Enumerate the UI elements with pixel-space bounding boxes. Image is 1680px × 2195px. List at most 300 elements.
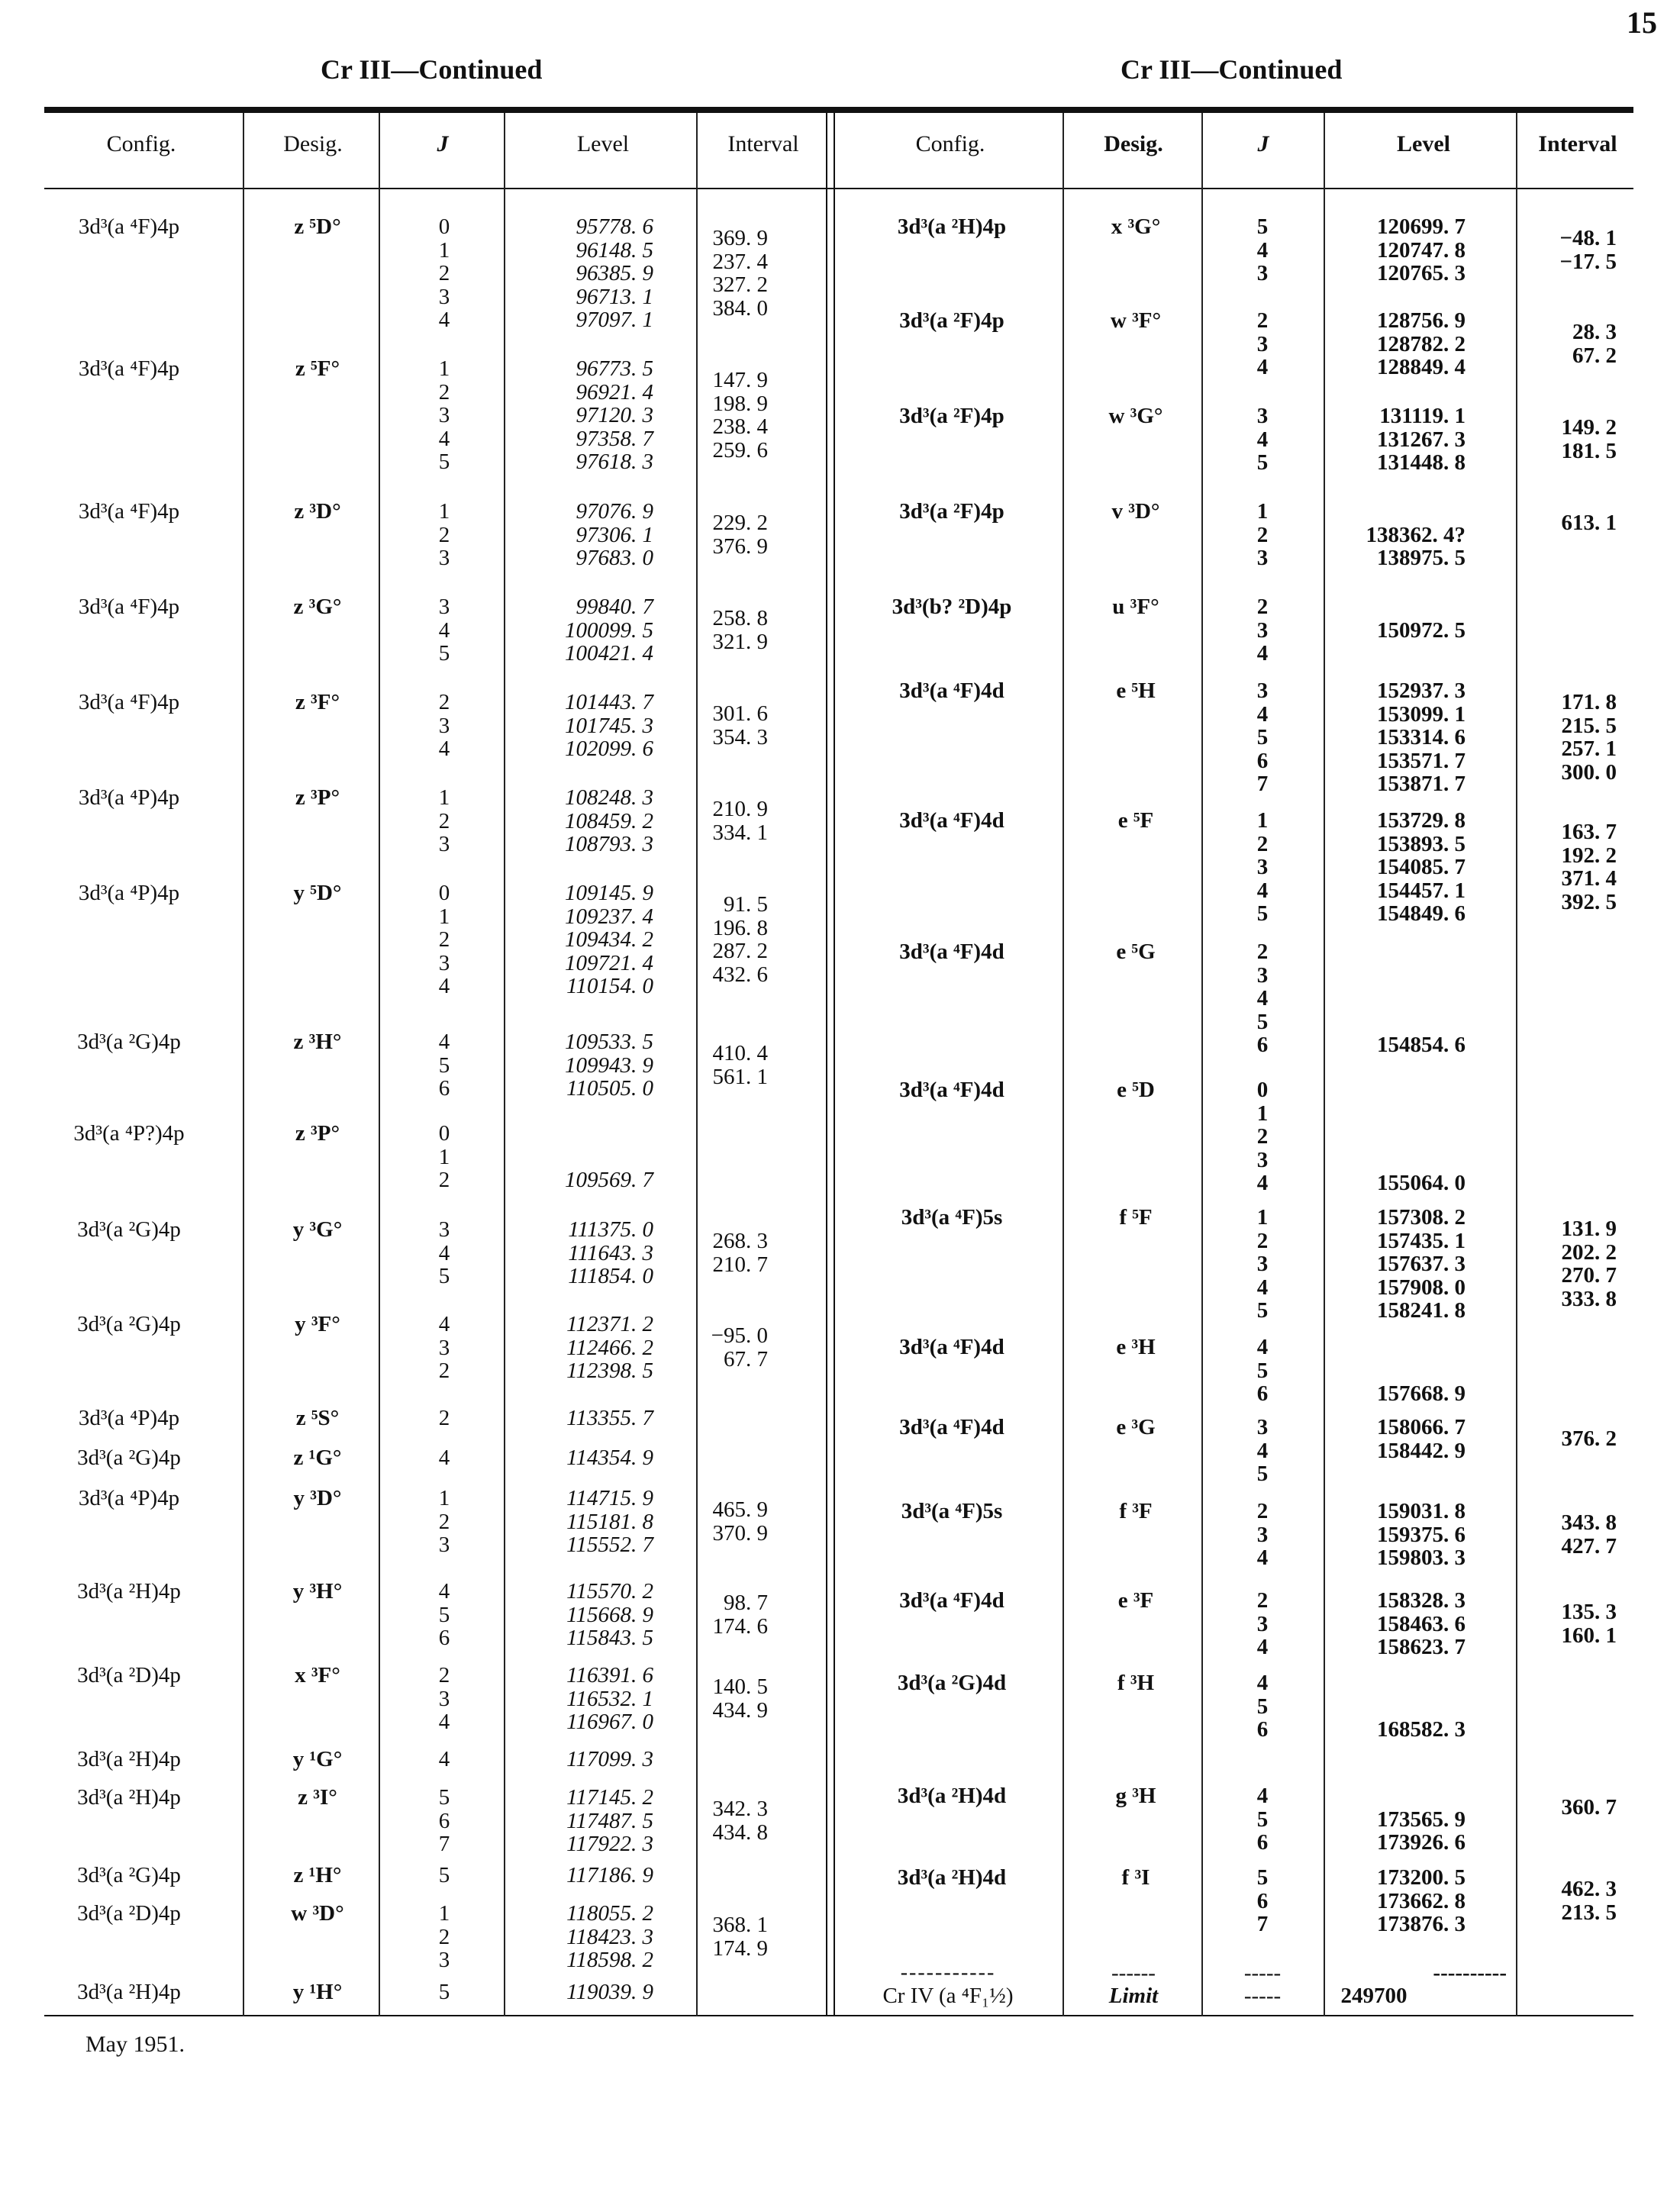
j-value: 5 bbox=[1256, 1807, 1269, 1832]
j-value: 4 bbox=[1256, 1171, 1269, 1195]
j-value: 4 bbox=[438, 737, 450, 761]
interval-values bbox=[1510, 511, 1617, 535]
j-value: 5 bbox=[1256, 214, 1269, 239]
j-value: 5 bbox=[1256, 725, 1269, 749]
interval-values bbox=[1510, 1878, 1617, 1924]
designation-cell: z ⁵D° bbox=[294, 214, 341, 239]
config-cell: 3d³(a ²F)4p bbox=[899, 404, 1004, 428]
top-rule bbox=[44, 107, 1633, 113]
interval-value: 376. 9 bbox=[712, 533, 768, 559]
j-value: 6 bbox=[438, 1808, 450, 1833]
interval-value: 140. 5 bbox=[712, 1674, 768, 1700]
level-value: 97683. 0 bbox=[576, 546, 653, 570]
interval-value: 410. 4 bbox=[712, 1041, 768, 1066]
interval-value: 174. 9 bbox=[712, 1936, 768, 1961]
level-value: 109237. 4 bbox=[565, 904, 653, 929]
level-value: 154457. 1 bbox=[1377, 878, 1466, 903]
j-value: 2 bbox=[438, 1168, 450, 1192]
designation-cell: y ⁵D° bbox=[293, 881, 342, 905]
j-value: 2 bbox=[438, 379, 450, 405]
header-config-right: Config. bbox=[915, 131, 985, 156]
config-cell: 3d³(a ⁴P?)4p bbox=[73, 1121, 185, 1146]
interval-value: 229. 2 bbox=[712, 511, 768, 536]
j-value: 5 bbox=[1256, 901, 1269, 926]
level-value: 155064. 0 bbox=[1377, 1171, 1466, 1195]
column-divider bbox=[1062, 113, 1064, 2016]
j-values bbox=[406, 1981, 482, 2004]
config-cell: 3d³(a ⁴F)4d bbox=[899, 808, 1004, 833]
interval-value: 360. 7 bbox=[1561, 1795, 1617, 1820]
j-value: 2 bbox=[438, 1663, 450, 1687]
level-value bbox=[1298, 1671, 1466, 1695]
j-value: 2 bbox=[1256, 1499, 1269, 1523]
header-level-right: Level bbox=[1397, 131, 1450, 156]
j-value: 3 bbox=[438, 546, 450, 570]
level-value: 117487. 5 bbox=[566, 1808, 653, 1833]
j-value: 4 bbox=[1256, 237, 1269, 263]
level-value: 157637. 3 bbox=[1377, 1252, 1466, 1276]
designation-cell: z ³P° bbox=[295, 1121, 340, 1146]
level-value: 158241. 8 bbox=[1377, 1298, 1466, 1323]
limit-desig: Limit bbox=[1108, 1984, 1159, 2008]
level-value: 153729. 8 bbox=[1377, 808, 1466, 833]
j-values bbox=[406, 691, 482, 761]
interval-value: 210. 7 bbox=[712, 1252, 768, 1277]
j-value: 3 bbox=[438, 950, 450, 975]
interval-values bbox=[661, 369, 768, 462]
interval-value: 613. 1 bbox=[1561, 511, 1617, 536]
j-value: 1 bbox=[438, 237, 450, 263]
level-value bbox=[1298, 1462, 1466, 1486]
level-value bbox=[1298, 1784, 1466, 1808]
level-values bbox=[1298, 500, 1466, 570]
j-values bbox=[406, 1786, 482, 1856]
designation-cell: z ³D° bbox=[294, 499, 341, 524]
bottom-rule bbox=[44, 2015, 1633, 2016]
level-value: 157308. 2 bbox=[1377, 1205, 1466, 1230]
level-value bbox=[1298, 1078, 1466, 1102]
level-values bbox=[485, 1487, 653, 1557]
j-values bbox=[1224, 679, 1301, 796]
j-value: 3 bbox=[1256, 962, 1269, 988]
j-value: 3 bbox=[438, 1948, 450, 1972]
j-value: 4 bbox=[1256, 1635, 1269, 1659]
designation-cell: f ³F bbox=[1119, 1499, 1153, 1523]
j-value: 2 bbox=[1256, 1124, 1269, 1149]
level-values bbox=[485, 1580, 653, 1650]
column-divider bbox=[1201, 113, 1203, 2016]
level-values bbox=[485, 1407, 653, 1430]
level-value: 114354. 9 bbox=[566, 1446, 653, 1470]
level-values bbox=[1298, 679, 1466, 796]
interval-values bbox=[1510, 820, 1617, 914]
level-value: 138975. 5 bbox=[1377, 546, 1466, 570]
designation-cell: z ³G° bbox=[293, 595, 342, 619]
level-value bbox=[1298, 987, 1466, 1010]
level-values bbox=[485, 595, 653, 666]
level-value: 96385. 9 bbox=[576, 261, 653, 285]
level-value: 153314. 6 bbox=[1377, 725, 1466, 749]
center-double-divider bbox=[826, 113, 835, 2016]
level-value bbox=[1298, 595, 1466, 619]
interval-value: 434. 9 bbox=[712, 1697, 768, 1723]
level-value: 112466. 2 bbox=[566, 1335, 653, 1360]
level-value: 102099. 6 bbox=[565, 737, 653, 761]
j-value: 5 bbox=[1256, 450, 1269, 475]
level-value: 173926. 6 bbox=[1377, 1830, 1466, 1855]
j-value: 3 bbox=[438, 1533, 450, 1557]
j-value: 1 bbox=[1256, 499, 1269, 524]
limit-level: 249700 bbox=[1340, 1984, 1408, 2008]
config-cell: 3d³(a ²H)4d bbox=[897, 1865, 1007, 1890]
interval-value: 259. 6 bbox=[712, 437, 768, 463]
j-value: 6 bbox=[1256, 1033, 1269, 1057]
interval-value: 371. 4 bbox=[1561, 866, 1617, 891]
designation-cell: u ³F° bbox=[1112, 595, 1159, 619]
header-config: Config. bbox=[106, 131, 176, 156]
config-cell: 3d³(a ²F)4p bbox=[899, 499, 1004, 524]
limit-config: Cr IV (a ⁴F₁½) bbox=[882, 1984, 1014, 2008]
j-value: 3 bbox=[438, 595, 450, 619]
interval-value: 160. 1 bbox=[1561, 1623, 1617, 1648]
level-value: 115181. 8 bbox=[566, 1509, 653, 1534]
level-values bbox=[1298, 1206, 1466, 1323]
j-values bbox=[1224, 405, 1301, 475]
j-value: 3 bbox=[1256, 1252, 1269, 1276]
j-value: 4 bbox=[1256, 878, 1269, 903]
j-value: 4 bbox=[1256, 355, 1269, 379]
level-value: 154085. 7 bbox=[1377, 855, 1466, 879]
j-value: 3 bbox=[438, 1335, 450, 1360]
level-value: 109569. 7 bbox=[565, 1168, 653, 1192]
level-values bbox=[485, 1786, 653, 1856]
level-values bbox=[1298, 1500, 1466, 1570]
interval-value: 28. 3 bbox=[1572, 320, 1617, 345]
interval-values bbox=[661, 1675, 768, 1722]
interval-values bbox=[661, 1042, 768, 1088]
interval-value: 181. 5 bbox=[1561, 438, 1617, 463]
level-values bbox=[485, 1313, 653, 1383]
level-values bbox=[1298, 215, 1466, 285]
j-value: 4 bbox=[1256, 641, 1269, 666]
level-values bbox=[1298, 309, 1466, 379]
header-level: Level bbox=[576, 131, 630, 156]
config-cell: 3d³(a ⁴F)4d bbox=[899, 678, 1004, 703]
level-value: 157908. 0 bbox=[1377, 1275, 1466, 1300]
j-values bbox=[406, 1902, 482, 1972]
config-cell: 3d³(a ²G)4p bbox=[77, 1446, 181, 1470]
interval-values bbox=[1510, 1796, 1617, 1819]
interval-value: −17. 5 bbox=[1559, 249, 1617, 274]
level-values bbox=[1298, 1589, 1466, 1659]
level-value: 117922. 3 bbox=[566, 1832, 653, 1856]
designation-cell: e ⁵H bbox=[1116, 678, 1156, 703]
column-divider bbox=[243, 113, 244, 2016]
column-divider bbox=[379, 113, 380, 2016]
j-values bbox=[1224, 1336, 1301, 1406]
j-value: 3 bbox=[1256, 678, 1269, 703]
interval-value: −95. 0 bbox=[711, 1323, 768, 1349]
interval-values bbox=[661, 1913, 768, 1960]
j-value: 6 bbox=[1256, 1381, 1269, 1406]
level-value: 152937. 3 bbox=[1377, 678, 1466, 703]
page-number: 15 bbox=[1627, 5, 1657, 40]
level-value: 119039. 9 bbox=[566, 1980, 653, 2004]
config-cell: 3d³(a ²H)4p bbox=[77, 1747, 181, 1771]
level-value: 120747. 8 bbox=[1377, 237, 1466, 263]
interval-value: 334. 1 bbox=[712, 820, 768, 845]
level-value: 111375. 0 bbox=[568, 1217, 653, 1242]
j-values bbox=[406, 1864, 482, 1887]
j-value: 4 bbox=[1256, 1438, 1269, 1463]
config-cell: 3d³(a ⁴F)4p bbox=[78, 499, 180, 524]
j-value: 4 bbox=[438, 426, 450, 451]
interval-value: 215. 5 bbox=[1561, 713, 1617, 738]
config-cell: 3d³(a ²H)4p bbox=[77, 1785, 181, 1810]
j-value: 4 bbox=[438, 1030, 450, 1054]
level-value: 153893. 5 bbox=[1377, 831, 1466, 856]
j-value: 5 bbox=[438, 1264, 450, 1288]
interval-value: 213. 5 bbox=[1561, 1900, 1617, 1925]
designation-cell: e ³F bbox=[1117, 1588, 1154, 1613]
designation-cell: z ³H° bbox=[293, 1030, 342, 1054]
j-value: 3 bbox=[1256, 1147, 1269, 1172]
level-values bbox=[485, 500, 653, 570]
level-values bbox=[485, 786, 653, 856]
j-values bbox=[406, 595, 482, 666]
level-values bbox=[485, 1122, 653, 1192]
config-cell: 3d³(a ⁴F)4d bbox=[899, 1588, 1004, 1613]
level-value: 120765. 3 bbox=[1377, 261, 1466, 285]
j-values bbox=[406, 1664, 482, 1734]
interval-value: 163. 7 bbox=[1561, 820, 1617, 845]
level-value: 110154. 0 bbox=[566, 974, 653, 998]
header-interval-right: Interval bbox=[1538, 131, 1617, 156]
level-value: 100421. 4 bbox=[565, 641, 653, 666]
level-value: 115570. 2 bbox=[566, 1579, 653, 1604]
level-value: 118423. 3 bbox=[566, 1924, 653, 1949]
designation-cell: z ³P° bbox=[295, 785, 340, 810]
interval-values bbox=[1510, 1427, 1617, 1451]
j-value: 3 bbox=[438, 713, 450, 738]
interval-value: 287. 2 bbox=[712, 939, 768, 964]
level-values bbox=[1298, 809, 1466, 926]
interval-value: 192. 2 bbox=[1561, 843, 1617, 868]
j-value: 2 bbox=[438, 690, 450, 714]
level-value: 96773. 5 bbox=[576, 356, 653, 381]
interval-value: 354. 3 bbox=[712, 724, 768, 749]
j-values bbox=[406, 882, 482, 998]
j-values bbox=[406, 1122, 482, 1192]
level-values bbox=[1298, 1078, 1466, 1195]
j-value: 3 bbox=[438, 403, 450, 427]
interval-values bbox=[661, 227, 768, 320]
interval-value: 210. 9 bbox=[712, 797, 768, 822]
j-value: 1 bbox=[1256, 1101, 1269, 1126]
designation-cell: g ³H bbox=[1115, 1784, 1156, 1808]
j-values bbox=[1224, 1589, 1301, 1659]
level-value: 117145. 2 bbox=[566, 1785, 653, 1810]
level-value: 128849. 4 bbox=[1377, 355, 1466, 379]
j-value: 6 bbox=[1256, 1830, 1269, 1855]
j-values bbox=[1224, 809, 1301, 926]
j-value: 4 bbox=[1256, 427, 1269, 452]
interval-values bbox=[661, 1797, 768, 1844]
config-cell: 3d³(a ⁴F)4p bbox=[78, 214, 180, 239]
level-value: 131267. 3 bbox=[1377, 427, 1466, 452]
j-value: 3 bbox=[1256, 546, 1269, 570]
interval-values bbox=[661, 1498, 768, 1545]
level-value bbox=[1298, 642, 1466, 666]
j-value: 5 bbox=[1256, 1009, 1269, 1034]
level-values bbox=[1298, 595, 1466, 666]
j-value: 2 bbox=[438, 1509, 450, 1534]
level-values bbox=[485, 215, 653, 332]
j-value: 0 bbox=[1256, 1078, 1269, 1102]
config-cell: 3d³(b? ²D)4p bbox=[892, 595, 1012, 619]
j-value: 2 bbox=[1256, 940, 1269, 964]
level-value: 118055. 2 bbox=[566, 1901, 653, 1926]
config-cell: 3d³(a ²G)4p bbox=[77, 1312, 181, 1336]
designation-cell: x ³F° bbox=[295, 1663, 340, 1687]
designation-cell: y ¹H° bbox=[292, 1980, 343, 2004]
interval-value: 432. 6 bbox=[712, 962, 768, 987]
level-values bbox=[485, 882, 653, 998]
interval-value: 237. 4 bbox=[712, 249, 768, 274]
header-j: J bbox=[437, 131, 449, 156]
j-values bbox=[406, 1446, 482, 1470]
j-value: 5 bbox=[438, 641, 450, 666]
level-values bbox=[1298, 940, 1466, 1057]
designation-cell: e ⁵G bbox=[1116, 940, 1156, 964]
j-value: 2 bbox=[1256, 1588, 1269, 1613]
j-value: 7 bbox=[438, 1832, 450, 1856]
j-value: 3 bbox=[438, 1217, 450, 1242]
level-value: 153099. 1 bbox=[1377, 701, 1466, 727]
left-title-element: Cr bbox=[321, 54, 353, 85]
designation-cell: w ³G° bbox=[1108, 404, 1163, 428]
header-j-right: J bbox=[1257, 131, 1269, 156]
j-value: 4 bbox=[1256, 1546, 1269, 1570]
interval-values bbox=[661, 1324, 768, 1371]
level-value: 118598. 2 bbox=[566, 1948, 653, 1972]
j-value: 2 bbox=[1256, 522, 1269, 547]
config-cell: 3d³(a ⁴P)4p bbox=[78, 785, 180, 810]
designation-cell: x ³G° bbox=[1111, 214, 1161, 239]
right-title-element: Cr bbox=[1121, 54, 1153, 85]
interval-values bbox=[661, 607, 768, 653]
level-values bbox=[485, 1446, 653, 1470]
level-values bbox=[1298, 1416, 1466, 1486]
interval-values bbox=[661, 511, 768, 558]
level-value: 101443. 7 bbox=[565, 690, 653, 714]
level-value: 96921. 4 bbox=[576, 379, 653, 405]
config-cell: 3d³(a ⁴F)4p bbox=[78, 595, 180, 619]
interval-value: 327. 2 bbox=[712, 272, 768, 298]
j-value: 4 bbox=[1256, 701, 1269, 727]
interval-value: 268. 3 bbox=[712, 1229, 768, 1254]
j-value: 2 bbox=[438, 1359, 450, 1383]
j-values bbox=[1224, 1206, 1301, 1323]
j-value: 5 bbox=[438, 1602, 450, 1627]
j-value: 3 bbox=[1256, 404, 1269, 428]
interval-values bbox=[661, 798, 768, 844]
level-value: 159031. 8 bbox=[1377, 1499, 1466, 1523]
level-value: 108459. 2 bbox=[565, 808, 653, 833]
j-value: 3 bbox=[438, 832, 450, 856]
level-value: 117186. 9 bbox=[566, 1863, 653, 1887]
level-value: 168582. 3 bbox=[1377, 1717, 1466, 1742]
config-cell: 3d³(a ²D)4p bbox=[77, 1901, 181, 1926]
level-value: 116391. 6 bbox=[566, 1663, 653, 1687]
config-cell: 3d³(a ⁴F)4d bbox=[899, 1415, 1004, 1439]
config-cell: 3d³(a ⁴F)4d bbox=[899, 1078, 1004, 1102]
level-value: 173662. 8 bbox=[1377, 1888, 1466, 1913]
interval-value: 149. 2 bbox=[1561, 415, 1617, 440]
level-value: 97618. 3 bbox=[576, 450, 653, 474]
j-value: 2 bbox=[438, 261, 450, 285]
level-value: 115668. 9 bbox=[566, 1602, 653, 1627]
j-values bbox=[406, 357, 482, 474]
j-values bbox=[406, 1407, 482, 1430]
j-values bbox=[1224, 1416, 1301, 1486]
interval-value: 370. 9 bbox=[712, 1520, 768, 1546]
j-values bbox=[1224, 1866, 1301, 1936]
interval-value: 342. 3 bbox=[712, 1797, 768, 1822]
interval-values bbox=[1510, 1217, 1617, 1310]
header-desig: Desig. bbox=[283, 131, 343, 156]
j-value: 1 bbox=[438, 904, 450, 929]
level-value: 128756. 9 bbox=[1377, 308, 1466, 333]
j-value: 7 bbox=[1256, 772, 1269, 796]
level-value: 128782. 2 bbox=[1377, 331, 1466, 356]
j-value: 1 bbox=[438, 1901, 450, 1926]
level-value: 150972. 5 bbox=[1377, 617, 1466, 643]
column-divider bbox=[1516, 113, 1517, 2016]
left-title-suffix: —Continued bbox=[391, 54, 543, 85]
j-value: 2 bbox=[438, 1924, 450, 1949]
level-values bbox=[485, 1748, 653, 1771]
interval-value: 321. 9 bbox=[712, 629, 768, 654]
level-value: 131119. 1 bbox=[1379, 404, 1466, 428]
interval-value: 202. 2 bbox=[1561, 1239, 1617, 1265]
j-value: 5 bbox=[438, 1863, 450, 1887]
j-value: 2 bbox=[1256, 1228, 1269, 1253]
level-value bbox=[1298, 1149, 1466, 1172]
config-cell: 3d³(a ⁴F)5s bbox=[901, 1205, 1003, 1230]
j-value: 4 bbox=[438, 308, 450, 332]
level-value: 112398. 5 bbox=[566, 1359, 653, 1383]
j-value: 5 bbox=[1256, 1694, 1269, 1719]
config-cell: 3d³(a ²G)4p bbox=[77, 1030, 181, 1054]
config-cell: 3d³(a ⁴P)4p bbox=[78, 881, 180, 905]
config-cell: 3d³(a ²F)4p bbox=[899, 308, 1004, 333]
config-cell: 3d³(a ⁴P)4p bbox=[78, 1406, 180, 1430]
level-values bbox=[485, 1902, 653, 1972]
level-value: 157668. 9 bbox=[1377, 1381, 1466, 1406]
j-value: 3 bbox=[1256, 1522, 1269, 1547]
interval-value: 171. 8 bbox=[1561, 690, 1617, 715]
j-value: 1 bbox=[438, 785, 450, 810]
designation-cell: f ³I bbox=[1121, 1865, 1150, 1890]
designation-cell: y ³D° bbox=[293, 1486, 342, 1510]
j-values bbox=[1224, 1671, 1301, 1742]
level-value: 109533. 5 bbox=[565, 1030, 653, 1054]
level-value: 159803. 3 bbox=[1377, 1546, 1466, 1570]
interval-value: 238. 4 bbox=[712, 414, 768, 440]
j-value: 3 bbox=[1256, 331, 1269, 356]
designation-cell: e ³G bbox=[1116, 1415, 1156, 1439]
